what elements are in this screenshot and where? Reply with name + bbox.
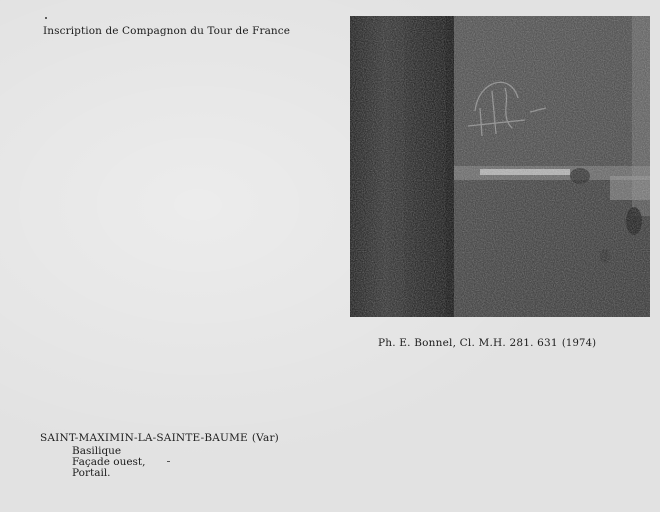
credit-text: Ph. E. Bonnel, Cl. M.H. 281. 631 — [378, 337, 558, 349]
place-name: SAINT-MAXIMIN-LA-SAINTE-BAUME — [40, 432, 248, 444]
detail-line: Basilique — [72, 445, 122, 457]
photograph-image — [350, 16, 650, 317]
ink-mark — [167, 461, 170, 462]
detail-line: Portail. — [72, 467, 111, 479]
photo-caption: Inscription de Compagnon du Tour de France — [43, 25, 291, 37]
ink-dot — [45, 17, 47, 19]
location-heading — [40, 432, 279, 444]
detail-line: Façade ouest, — [72, 456, 146, 468]
photograph — [350, 16, 650, 317]
region-name: (Var) — [251, 432, 279, 444]
credit-year: (1974) — [561, 338, 597, 349]
photo-credit — [378, 337, 596, 349]
